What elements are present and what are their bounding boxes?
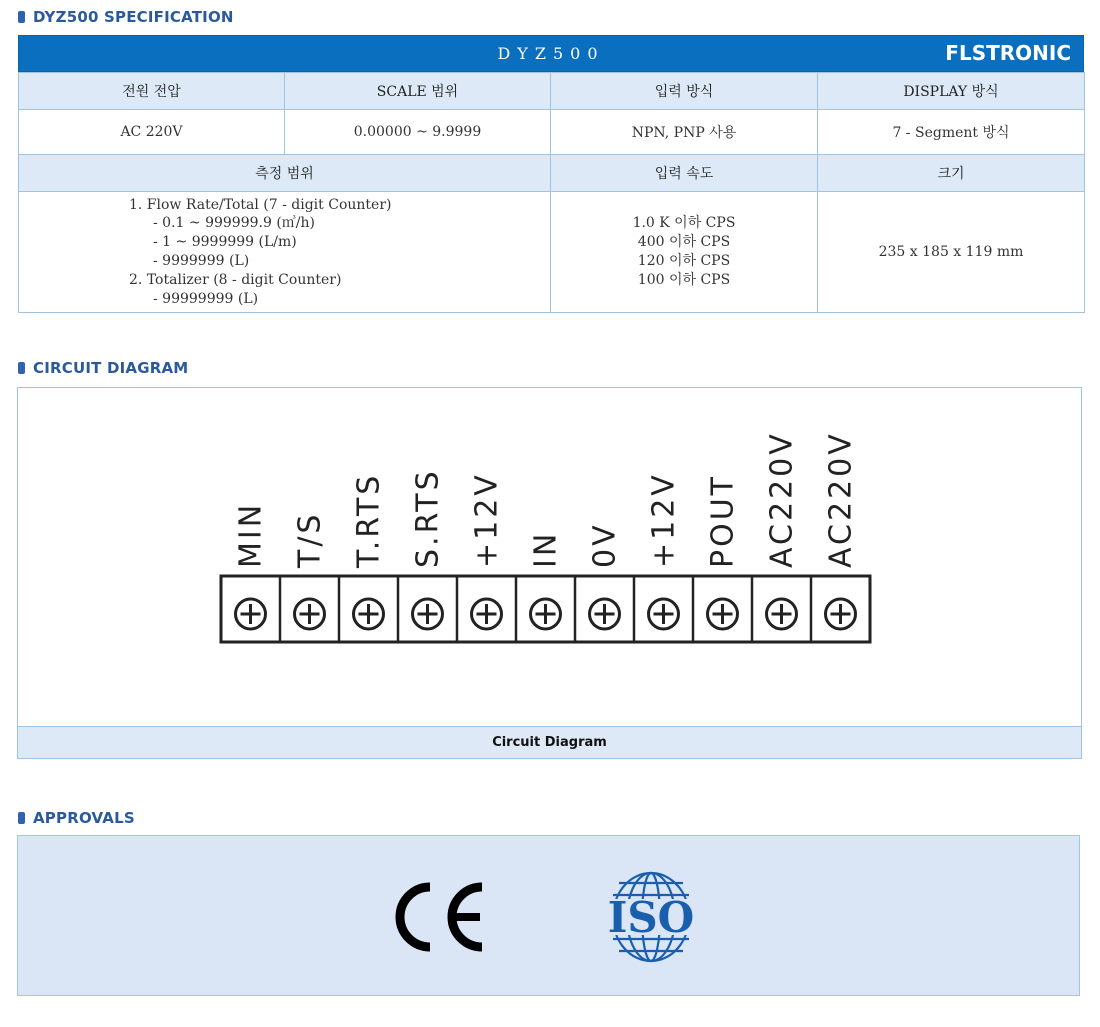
- value-size: 235 x 185 x 119 mm: [818, 192, 1085, 313]
- terminal-screw-icon: [413, 599, 443, 629]
- table-row: [19, 73, 1085, 110]
- speed-item: 100 이하 CPS: [637, 271, 731, 288]
- terminal-screw-icon: [472, 599, 502, 629]
- range-item: 2. Totalizer (8 - digit Counter): [129, 271, 342, 288]
- iso-logo-icon: [595, 869, 707, 965]
- speed-item: 400 이하 CPS: [637, 234, 731, 251]
- header-input-method: 입력 방식: [551, 73, 818, 110]
- spec-grid: [18, 72, 1085, 313]
- terminal-label: AC220V: [823, 431, 859, 568]
- circuit-diagram-panel: [17, 387, 1082, 759]
- terminal-label: T/S: [292, 511, 328, 568]
- section-marker-icon: [18, 11, 25, 23]
- terminal-label: T.RTS: [351, 472, 387, 568]
- approvals-section-title: [18, 809, 135, 827]
- circuit-diagram: [18, 388, 1083, 726]
- terminal-label: MIN: [233, 501, 269, 568]
- terminal-screw-icon: [295, 599, 325, 629]
- header-power-voltage: 전원 전압: [19, 73, 285, 110]
- value-measure-range: [19, 192, 551, 313]
- terminal-label: S.RTS: [410, 468, 446, 568]
- terminal-label: IN: [528, 530, 564, 568]
- spec-section-title: [18, 8, 234, 26]
- brand-logo: FLSTRONIC: [945, 41, 1071, 65]
- terminal-label: 0V: [587, 522, 623, 568]
- header-size: 크기: [818, 155, 1085, 192]
- value-input-method: NPN, PNP 사용: [551, 110, 818, 155]
- terminal-screw-icon: [531, 599, 561, 629]
- model-name: DYZ500: [497, 44, 605, 63]
- terminal-screw-icon: [354, 599, 384, 629]
- value-scale-range: 0.00000 ~ 9.9999: [285, 110, 551, 155]
- speed-item: 1.0 K 이하 CPS: [632, 215, 736, 232]
- range-subitem: - 99999999 (L): [153, 290, 259, 307]
- approvals-panel: [17, 835, 1080, 996]
- circuit-section-title: [18, 359, 188, 377]
- terminal-label: POUT: [705, 474, 741, 568]
- terminal-screw-icon: [767, 599, 797, 629]
- spec-section-title-text: DYZ500 SPECIFICATION: [33, 8, 234, 26]
- header-display-method: DISPLAY 방식: [818, 73, 1085, 110]
- circuit-caption: Circuit Diagram: [18, 726, 1081, 758]
- range-subitem: - 9999999 (L): [153, 253, 250, 269]
- terminal-label: +12V: [469, 472, 505, 568]
- terminal-screw-icon: [649, 599, 679, 629]
- table-row: [19, 110, 1085, 155]
- header-scale-range: SCALE 범위: [285, 73, 551, 110]
- terminal-screw-icon: [708, 599, 738, 629]
- approvals-section-title-text: APPROVALS: [33, 809, 135, 827]
- terminal-screw-icon: [236, 599, 266, 629]
- spec-table: [18, 35, 1084, 313]
- spec-table-header: [18, 35, 1084, 72]
- ce-mark-icon: [390, 882, 486, 952]
- circuit-section-title-text: CIRCUIT DIAGRAM: [33, 359, 189, 377]
- iso-text: ISO: [607, 893, 695, 942]
- terminal-label: +12V: [646, 472, 682, 568]
- range-subitem: - 0.1 ~ 999999.9 (㎥/h): [153, 215, 315, 232]
- value-display-method: 7 - Segment 방식: [818, 110, 1085, 155]
- table-row: [19, 155, 1085, 192]
- speed-item: 120 이하 CPS: [637, 253, 731, 269]
- header-measure-range: 측정 범위: [19, 155, 551, 192]
- range-item: 1. Flow Rate/Total (7 - digit Counter): [129, 196, 392, 213]
- terminal-screw-icon: [590, 599, 620, 629]
- value-power-voltage: AC 220V: [19, 110, 285, 155]
- range-subitem: - 1 ~ 9999999 (L/m): [153, 234, 297, 251]
- table-row: [19, 192, 1085, 313]
- header-input-speed: 입력 속도: [551, 155, 818, 192]
- terminal-label: AC220V: [764, 431, 800, 568]
- terminal-screw-icon: [826, 599, 856, 629]
- section-marker-icon: [18, 362, 25, 374]
- section-marker-icon: [18, 812, 25, 824]
- value-input-speed: [551, 192, 818, 313]
